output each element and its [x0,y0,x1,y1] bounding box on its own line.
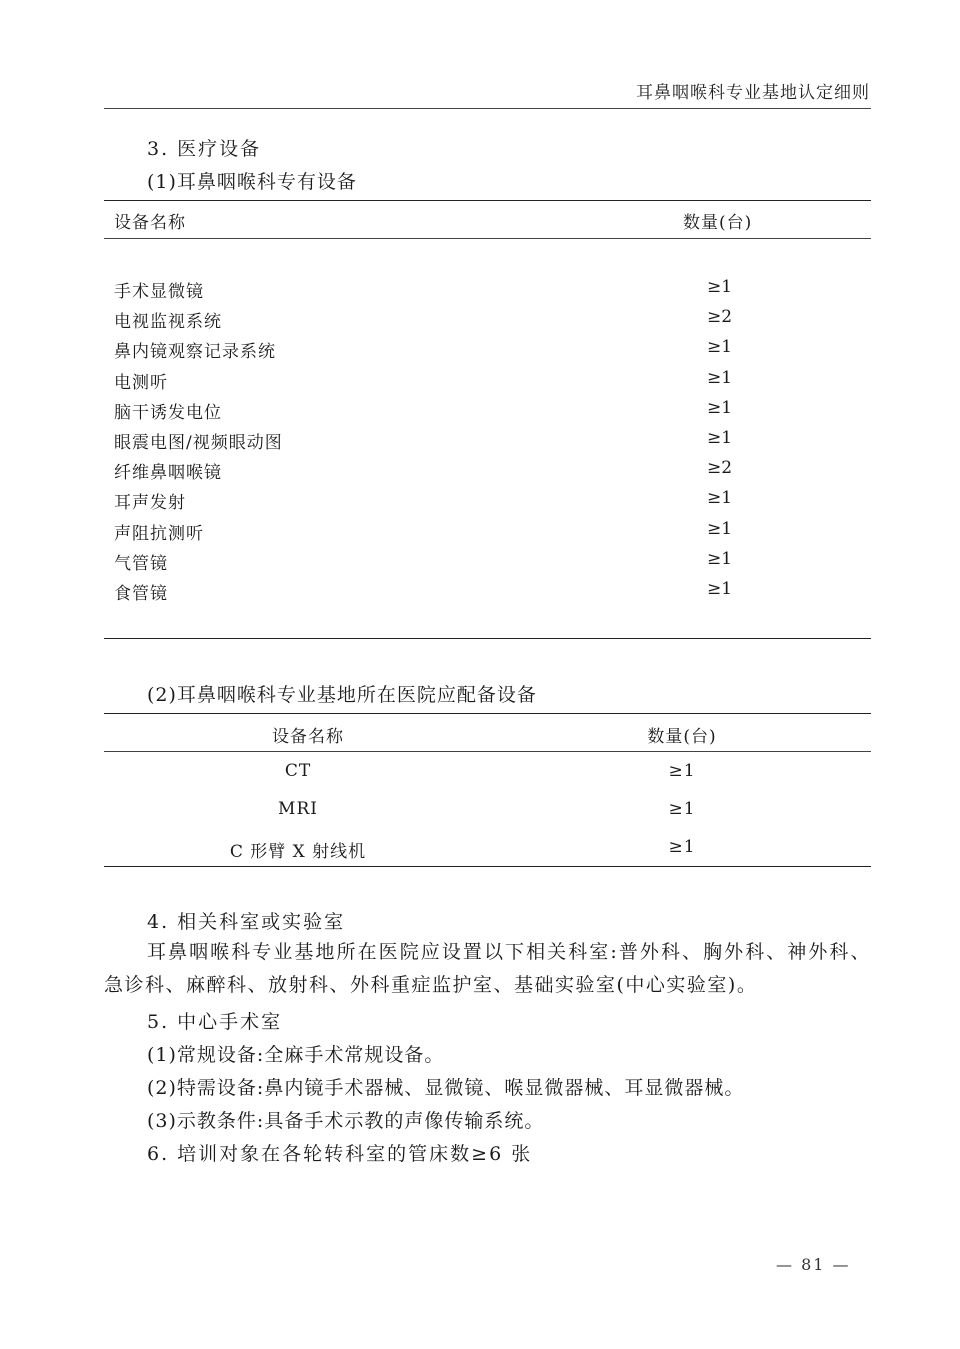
equipment-qty: ≥1 [707,518,733,539]
equipment-name: 声阻抗测听 [114,523,204,544]
table-2-bottom-rule [104,866,871,867]
section-4-heading: 4. 相关科室或实验室 [147,911,346,933]
table-row [104,273,871,303]
table-row [104,394,871,424]
table-row [104,454,871,484]
page-number: — 81 — [776,1255,851,1274]
table-1-top-rule [104,200,871,201]
equipment-qty: ≥2 [707,307,733,328]
header-rule [104,108,871,109]
table-2-col-qty: 数量(台) [647,727,717,747]
table-1-col-name: 设备名称 [114,213,186,233]
table-row [104,303,871,333]
table-2-equipment-name: CT [284,761,312,781]
equipment-qty: ≥1 [707,277,733,297]
equipment-qty: ≥1 [707,427,733,448]
table-2-header-rule [104,751,871,752]
equipment-name: 电测听 [114,372,168,393]
section-5-heading: 5. 中心手术室 [147,1011,283,1033]
table-2-equipment-qty: ≥1 [668,761,696,781]
table-1-bottom-rule [104,638,871,639]
equipment-name: 耳声发射 [114,493,186,514]
equipment-qty: ≥1 [707,367,733,388]
table-1-col-qty: 数量(台) [683,213,753,233]
table-row [104,545,871,575]
table-2-col-name: 设备名称 [272,727,344,747]
table-2-top-rule [104,713,871,714]
table-2-caption: (2)耳鼻咽喉科专业基地所在医院应配备设备 [147,684,537,706]
equipment-qty: ≥1 [707,578,733,599]
section-5-item-2: (2)特需设备:鼻内镜手术器械、显微镜、喉显微器械、耳显微器械。 [147,1077,745,1099]
equipment-name: 脑干诱发电位 [114,402,222,423]
section-4-body: 耳鼻咽喉科专业基地所在医院应设置以下相关科室:普外科、胸外科、神外科、急诊科、麻醉科、放射科、外科重症监护室、基础实验室(中心实验室)。 [104,941,871,996]
section-5-item-3: (3)示教条件:具备手术示教的声像传输系统。 [147,1110,545,1132]
table-row [104,484,871,514]
equipment-qty: ≥1 [707,488,733,509]
table-1-caption: (1)耳鼻咽喉科专有设备 [147,171,357,193]
section-3-heading: 3. 医疗设备 [147,138,262,160]
equipment-qty: ≥1 [707,397,733,418]
equipment-name: 气管镜 [114,553,168,574]
equipment-name: 纤维鼻咽喉镜 [114,463,222,484]
table-2-equipment-name: C 形臂 X 射线机 [229,842,367,862]
section-5-item-1: (1)常规设备:全麻手术常规设备。 [147,1044,445,1066]
equipment-qty: ≥1 [707,548,733,569]
table-row [104,515,871,545]
table-2-equipment-qty: ≥1 [668,799,696,819]
equipment-name: 鼻内镜观察记录系统 [114,342,276,363]
table-1-header-rule [104,238,871,239]
table-2-equipment-name: MRI [278,799,318,819]
equipment-name: 眼震电图/视频眼动图 [114,432,283,453]
table-1-body [104,273,871,605]
table-row [104,575,871,605]
equipment-qty: ≥1 [707,337,733,358]
table-row [104,364,871,394]
table-row [104,424,871,454]
equipment-name: 食管镜 [114,583,168,604]
table-2-equipment-qty: ≥1 [668,837,696,857]
section-6-heading: 6. 培训对象在各轮转科室的管床数≥6 张 [147,1143,533,1165]
running-header: 耳鼻咽喉科专业基地认定细则 [636,83,870,103]
table-row [104,333,871,363]
equipment-name: 电视监视系统 [114,312,222,333]
equipment-name: 手术显微镜 [114,282,204,302]
equipment-qty: ≥2 [707,458,733,479]
